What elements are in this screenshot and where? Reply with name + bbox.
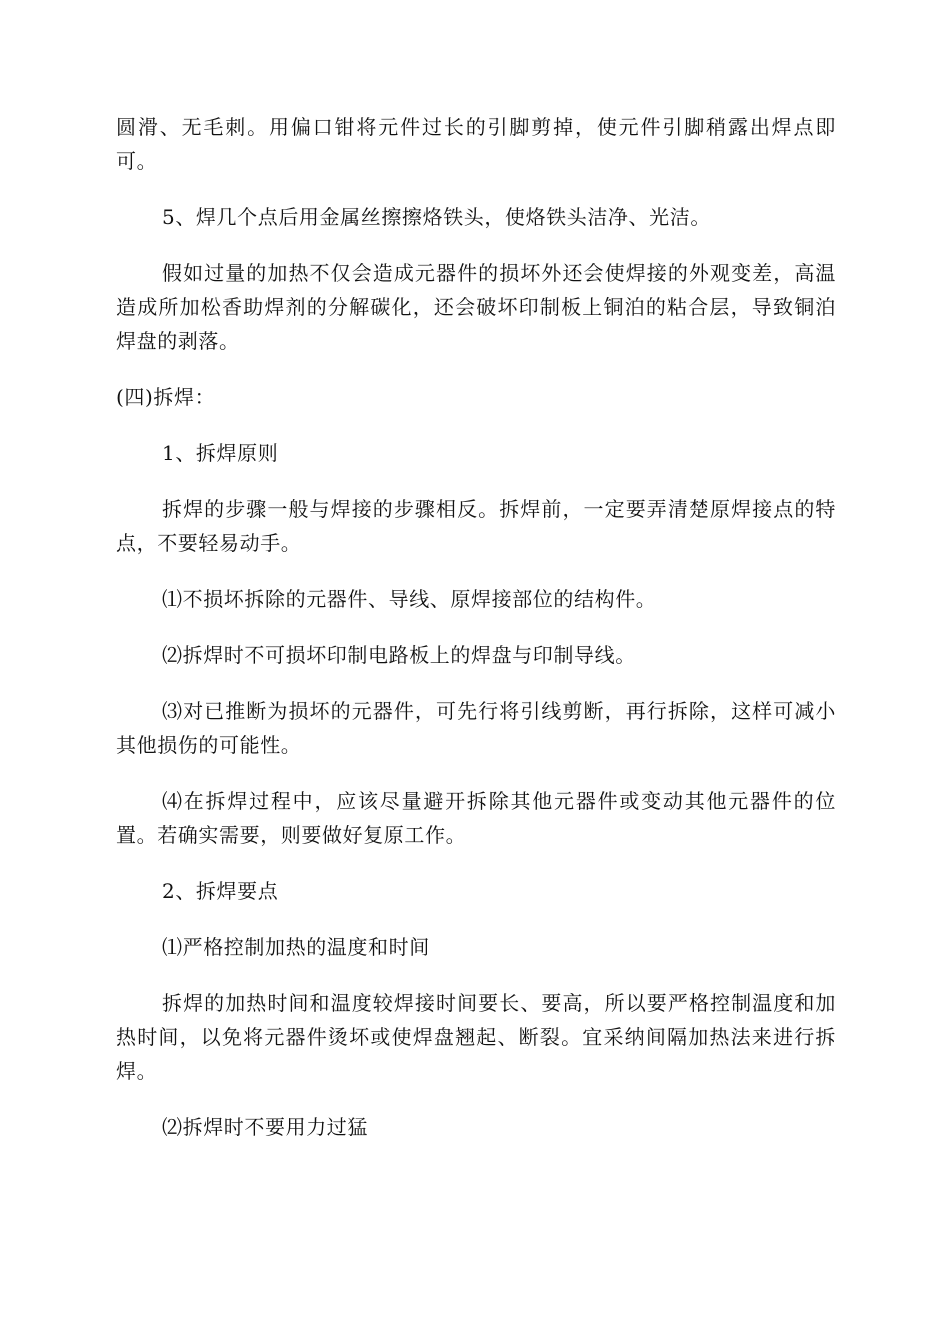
- list-item-5: ⑴严格控制加热的温度和时间: [162, 935, 430, 959]
- paragraph-2: 5、焊几个点后用金属丝擦擦烙铁头，使烙铁头洁净、光洁。: [162, 205, 711, 229]
- list-item-6: ⑵拆焊时不要用力过猛: [162, 1115, 368, 1139]
- paragraph-13: 拆焊的加热时间和温度较焊接时间要长、要高，所以要严格控制温度和加热时间，以免将元器件烫坏或使焊盘翘起、断裂。宜采纳间隔加热法来进行拆焊。: [116, 991, 836, 1083]
- paragraph-1: 圆滑、无毛刺。用偏口钳将元件过长的引脚剪掉，使元件引脚稍露出焊点即可。: [116, 115, 836, 173]
- paragraph-3: 假如过量的加热不仅会造成元器件的损坏外还会使焊接的外观变差，高温造成所加松香助焊剂的分解碳化，还会破坏印制板上铜泊的粘合层，导致铜泊焊盘的剥落。: [116, 261, 836, 353]
- document-page: [116, 110, 836, 1166]
- list-item-2: ⑵拆焊时不可损坏印制电路板上的焊盘与印制导线。: [162, 643, 636, 667]
- section-heading-4: (四)拆焊：: [116, 385, 216, 409]
- list-item-3: ⑶对已推断为损坏的元器件，可先行将引线剪断，再行拆除，这样可减小其他损伤的可能性。: [116, 699, 836, 757]
- list-item-1: ⑴不损坏拆除的元器件、导线、原焊接部位的结构件。: [162, 587, 657, 611]
- list-item-4: ⑷在拆焊过程中，应该尽量避开拆除其他元器件或变动其他元器件的位置。若确实需要，则要做好复原工作。: [116, 789, 836, 847]
- subheading-2: 2、拆焊要点: [162, 879, 279, 903]
- paragraph-6: 拆焊的步骤一般与焊接的步骤相反。拆焊前，一定要弄清楚原焊接点的特点，不要轻易动手。: [116, 497, 836, 555]
- subheading-1: 1、拆焊原则: [162, 441, 279, 465]
